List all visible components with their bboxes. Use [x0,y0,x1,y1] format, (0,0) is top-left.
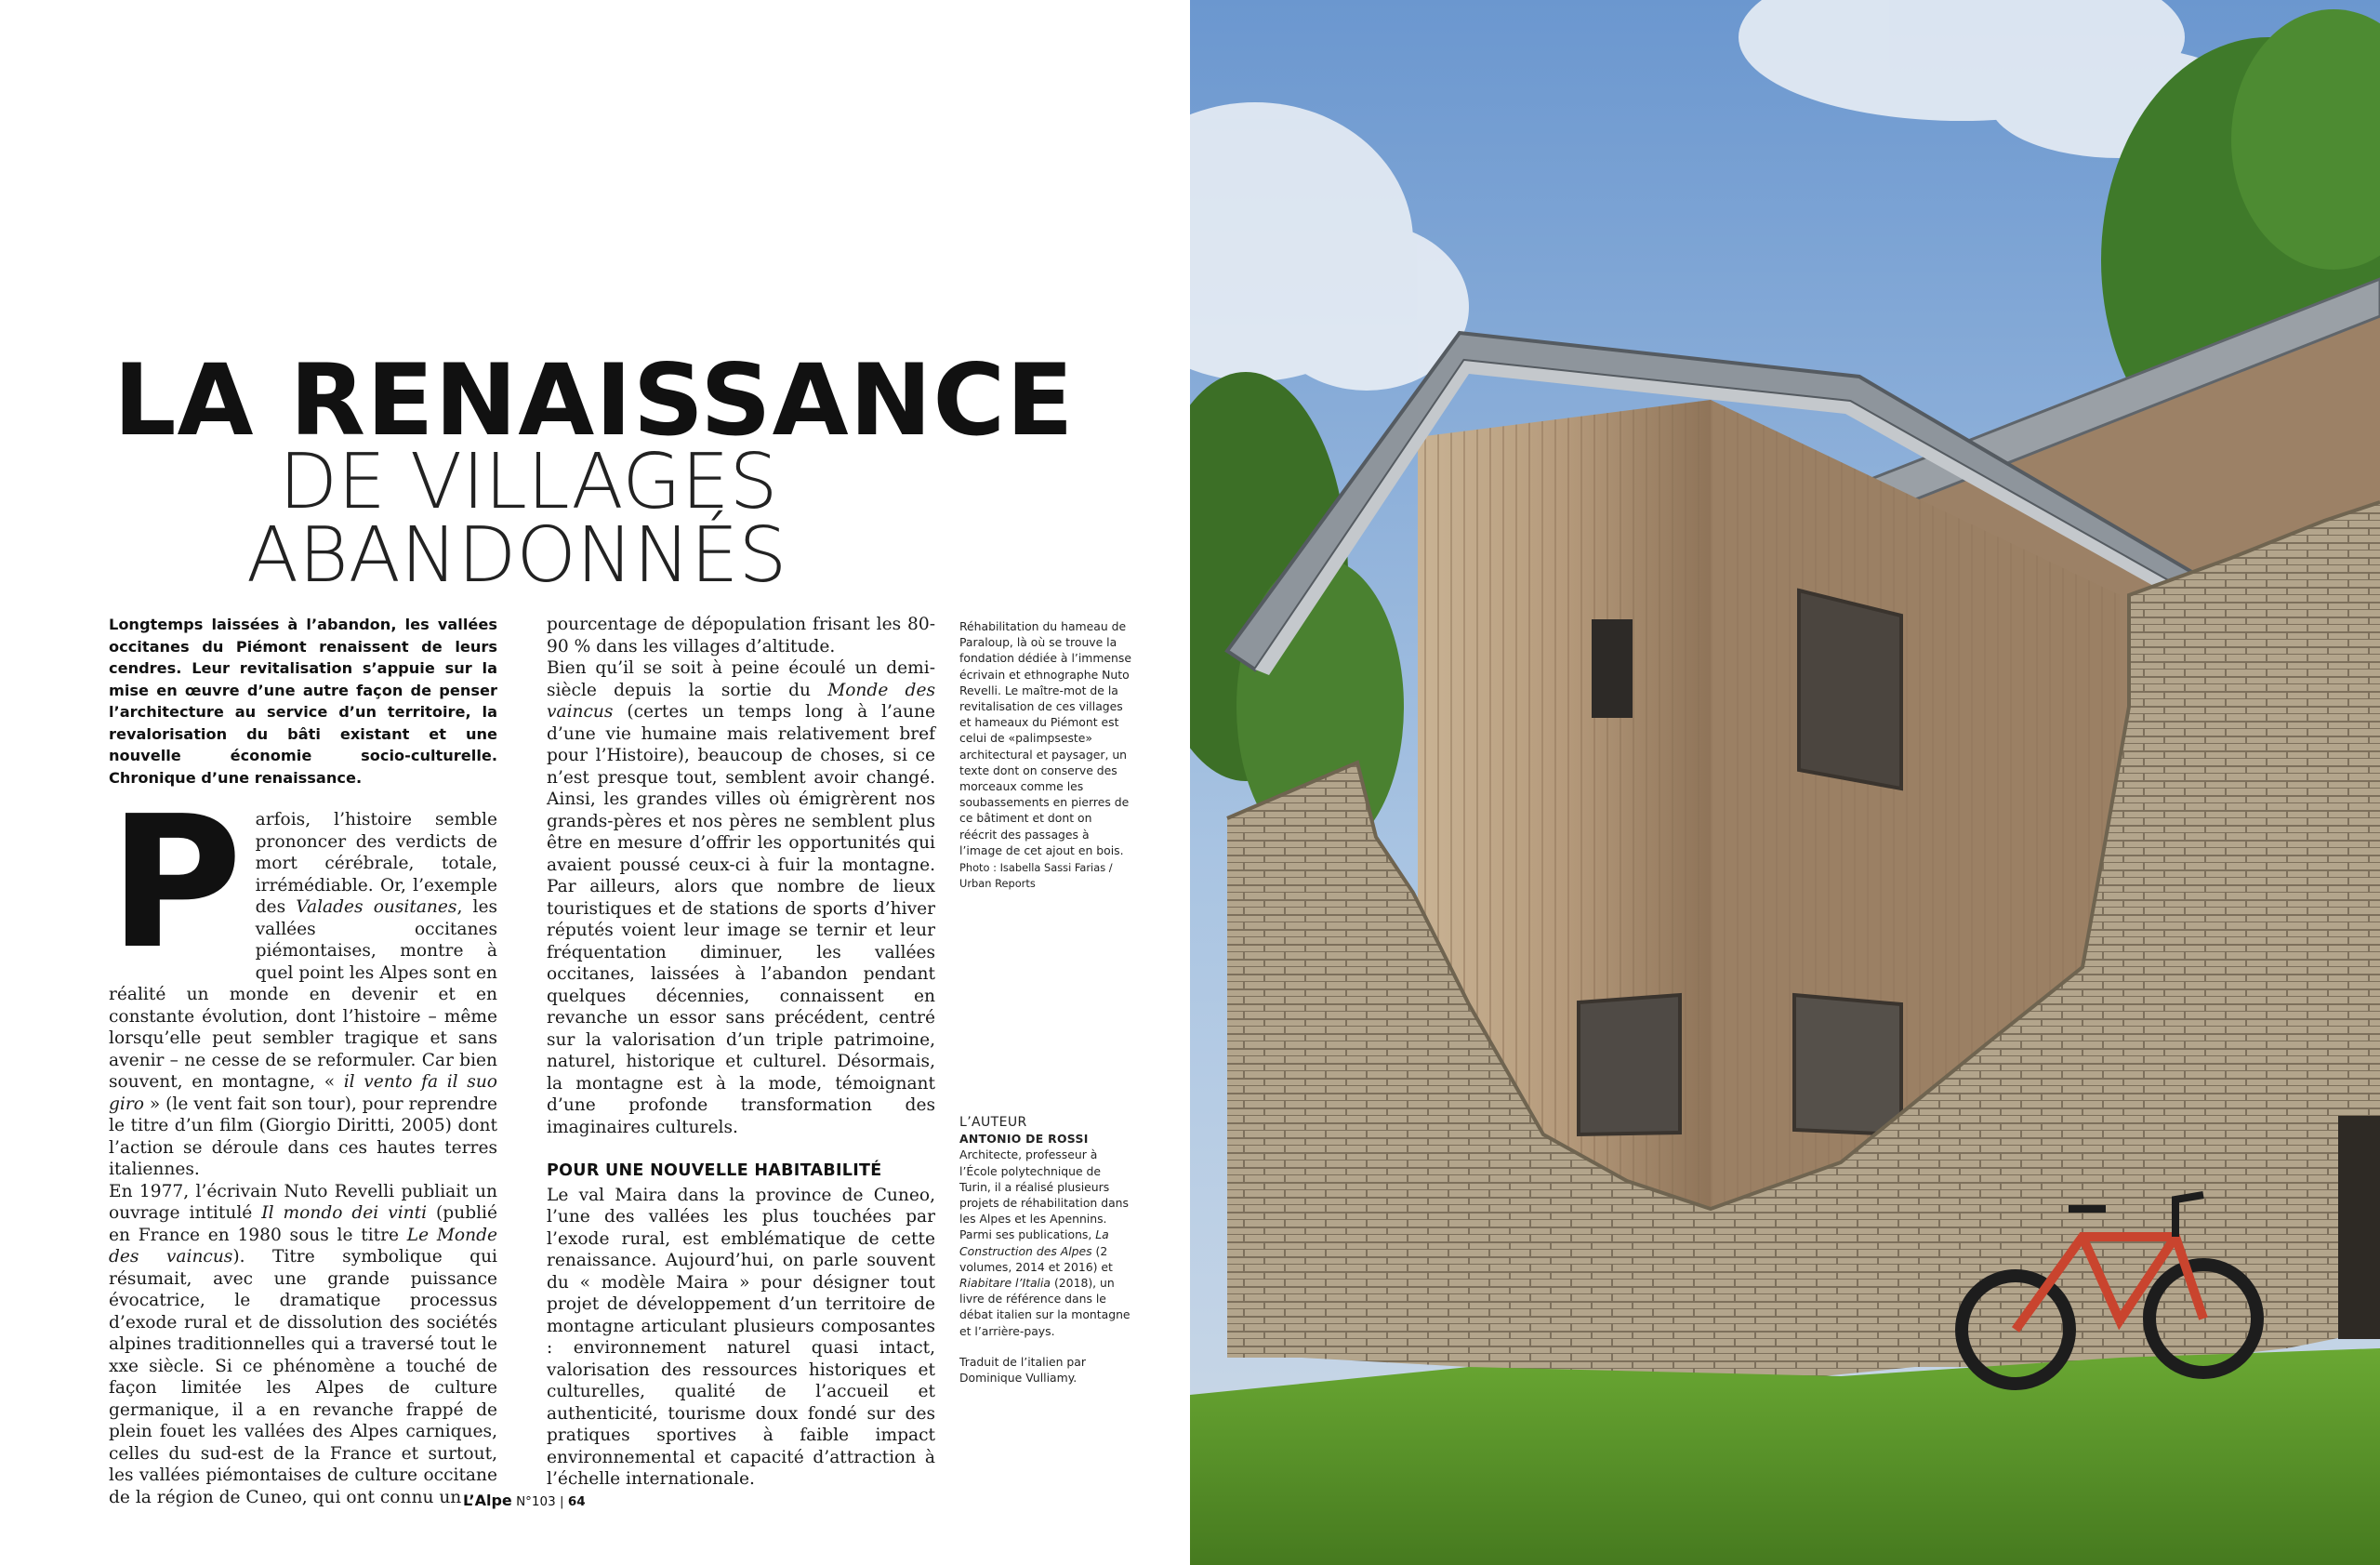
folio-separator: | [559,1494,564,1509]
translation-credit: Traduit de l’italien par Dominique Vulliamy. [959,1354,1086,1386]
article-column-2 [547,614,935,1491]
right-page [1190,0,2380,1565]
author-bio: Architecte, professeur à l’École polytechnique de Turin, il a réalisé plusieurs projets de réhabilitation dans les Alpes et les Apennins. Parmi ses publications, La Construction des Alpes (2 volumes, 2014 et 2016) et Riabitare l’Italia (2018), un livre de référence dans le débat italien sur la montagne et l’arrière-pays. [959,1147,1130,1338]
page-number: 64 [567,1494,586,1509]
drop-cap: P [109,777,243,989]
paragraph-2: En 1977, l’écrivain Nuto Revelli publiait un ouvrage intitulé Il mondo dei vinti (publié en France en 1980 sous le titre Le Monde des vaincus). Titre symbolique qui résumait, avec une grande puissance évocatrice, le dramatique processus d’exode rural et de dissolution des sociétés alpines traditionnelles qui a traversé tout le xxe siècle. Si ce phénomène a touché de façon limitée les Alpes de culture germanique, il a en revanche frappé de plein fouet les vallées des Alpes carniques, celles du sud-est de la France et surtout, les vallées piémontaises de culture occitane de la région de Cuneo, qui ont connu un [109,1181,497,1507]
paragraph-4: Bien qu’il se soit à peine écoulé un demi-siècle depuis la sortie du Monde des vaincus (certes un temps long à l’aune d’une vie humaine mais relativement bref pour l’Histoire), beaucoup de choses, si ce n’est presque tout, semblent avoir changé. Ainsi, les grandes villes où émigrèrent nos grands-pères et nos pères ne semblent plus être en mesure d’offrir les opportunités qui avaient poussé ceux-ci à fuir la montagne. Par ailleurs, alors que nombre de lieux touristiques et de stations de sports d’hiver réputés voient leur image se ternir et leur fréquentation diminuer, les vallées occitanes, laissées à l’abandon pendant quelques décennies, connaissent en revanche un essor sans précédent, centré sur la valorisation d’un triple patrimoine, naturel, historique et culturel. Désormais, la montagne est à la mode, témoignant d’une profonde transformation des imaginaires culturels. [547,658,935,1137]
paragraph-5: Le val Maira dans la province de Cuneo, l’une des vallées les plus touchées par l’exode rural, est emblématique de cette renaissance. Aujourd’hui, on parle souvent du « modèle Maira » pour désigner tout projet de développement d’un territoire de montagne articulant plusieurs composantes : environnement naturel quasi intact, valorisation des ressources historiques et culturelles, qualité de l’accueil et authenticité, tourisme doux fondé sur des pratiques sportives à faible impact environnemental et capacité d’attraction à l’échelle internationale. [547,1185,935,1489]
author-name: ANTONIO DE ROSSI [959,1132,1089,1147]
headline-sub-line-1: DE VILLAGES [279,438,778,526]
headline-sub-line-2: ABANDONNÉS [246,511,787,600]
section-subheading: POUR UNE NOUVELLE HABITABILITÉ [547,1161,882,1180]
issue-number: N°103 [516,1494,556,1509]
caption-text: Réhabilitation du hameau de Paraloup, là où se trouve la fondation dédiée à l’immense écrivain et ethnographe Nuto Revelli. Le maître-mot de la revitalisation de ces villages et hameaux du Piémont est celui de «palimpseste» architectural et paysager, un texte dont on conserve des morceaux comme les soubassements en pierres de ce bâtiment et dont on réécrit des passages à l’image de cet ajout en bois. [959,619,1131,857]
photo-caption [959,618,1131,892]
photo-credit: Photo : Isabella Sassi Farias / Urban Reports [959,861,1113,891]
building-photo [1190,0,2380,1565]
paragraph-3: pourcentage de dépopulation frisant les 80-90 % dans les villages d’altitude. [547,615,935,657]
lead-paragraph: Longtemps laissées à l’abandon, les vallées occitanes du Piémont renaissent de leurs cendres. Leur revitalisation s’appuie sur la mise en œuvre d’une autre façon de penser l’architecture au service d’un territoire, la revalorisation du bâti existant et une nouvelle économie socio-culturelle. Chronique d’une renaissance. [109,616,497,787]
headline-main: LA RENAISSANCE [113,343,1075,458]
article-column-1 [109,614,497,1508]
magazine-name: L’Alpe [463,1492,512,1509]
grass [1190,1348,2380,1565]
doorway [2338,1116,2380,1339]
paragraph-1: Parfois, l’histoire semble prononcer des verdicts de mort cérébrale, totale, irrémédiable. Or, l’exemple des Valades ousitanes, les vallées occitanes piémontaises, montre à quel point les Alpes sont en réalité un monde en devenir et en constante évolution, dont l’histoire – même lorsqu’elle peut sembler tragique et sans avenir – ne cesse de se reformuler. Car bien souvent, en montagne, « il vento fa il suo giro » (le vent fait son tour), pour reprendre le titre d’un film (Giorgio Diritti, 2005) dont l’action se déroule dans ces hautes terres italiennes. [109,777,498,1179]
author-box [959,1115,1131,1386]
author-label: L’AUTEUR [959,1115,1027,1130]
page-folio [463,1492,586,1509]
